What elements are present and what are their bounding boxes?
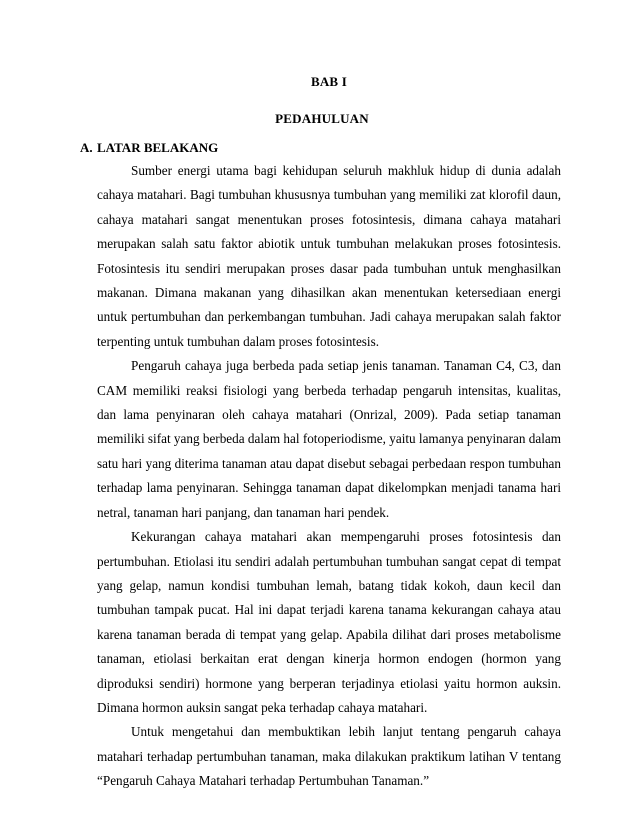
paragraph: Untuk mengetahui dan membuktikan lebih lanjut tentang pengaruh cahaya matahari terhadap pertumbuhan tanaman, maka dilakukan praktikum latihan V tentang “Pengaruh Cahaya Matahari terhadap Pertumbuhan Tanaman.” [97,724,561,789]
paragraph: Kekurangan cahaya matahari akan mempengaruhi proses fotosintesis dan pertumbuhan. Etiolasi itu sendiri adalah pertumbuhan tumbuhan sangat cepat di tempat yang gelap, namun kondisi tumbuhan lemah, batang tidak kokoh, daun kecil dan tumbuhan tampak pucat. Hal ini dapat terjadi karena tanama kekurangan cahaya atau karena tanaman berada di tempat yang gelap. Apabila dilihat dari proses metabolisme tanaman, etiolasi berkaitan erat dengan kinerja hormon endogen (hormon yang diproduksi sendiri) hormone yang berperan terjadinya etiolasi yaitu hormon auksin. Dimana hormon auksin sangat peka terhadap cahaya matahari. [97,529,561,715]
section-marker: A. [80,140,93,155]
paragraph: Pengaruh cahaya juga berbeda pada setiap jenis tanaman. Tanaman C4, C3, dan CAM memiliki reaksi fisiologi yang berbeda terhadap pengaruh intensitas, kualitas, dan lama penyinaran oleh cahaya matahari (Onrizal, 2009). Pada setiap tanaman memiliki sifat yang berbeda dalam hal fotoperiodisme, yaitu lamanya penyinaran dalam satu hari yang diterima tanaman atau dapat disebut sebagai perbedaan respon tumbuhan terhadap lama penyinaran. Sehingga tanaman dapat dikelompkan menjadi tanama hari netral, tanaman hari panjang, dan tanaman hari pendek. [97,358,561,520]
body-text [97,159,561,794]
chapter-title: PEDAHULUAN [275,111,369,126]
chapter-number: BAB I [310,74,348,89]
section-title: LATAR BELAKANG [97,140,219,155]
section-heading [80,140,218,156]
paragraph: Sumber energi utama bagi kehidupan seluruh makhluk hidup di dunia adalah cahaya matahari. Bagi tumbuhan khususnya tumbuhan yang memiliki zat klorofil daun, cahaya matahari sangat menentukan proses fotosintesis, dimana cahaya matahari merupakan salah satu faktor abiotik untuk tumbuhan melakukan proses fotosintesis. Fotosintesis itu sendiri merupakan proses dasar pada tumbuhan untuk menghasilkan makanan. Dimana makanan yang dihasilkan akan menentukan ketersediaan energi untuk pertumbuhan dan perkembangan tumbuhan. Jadi cahaya merupakan salah faktor terpenting untuk tumbuhan dalam proses fotosintesis. [97,163,561,349]
